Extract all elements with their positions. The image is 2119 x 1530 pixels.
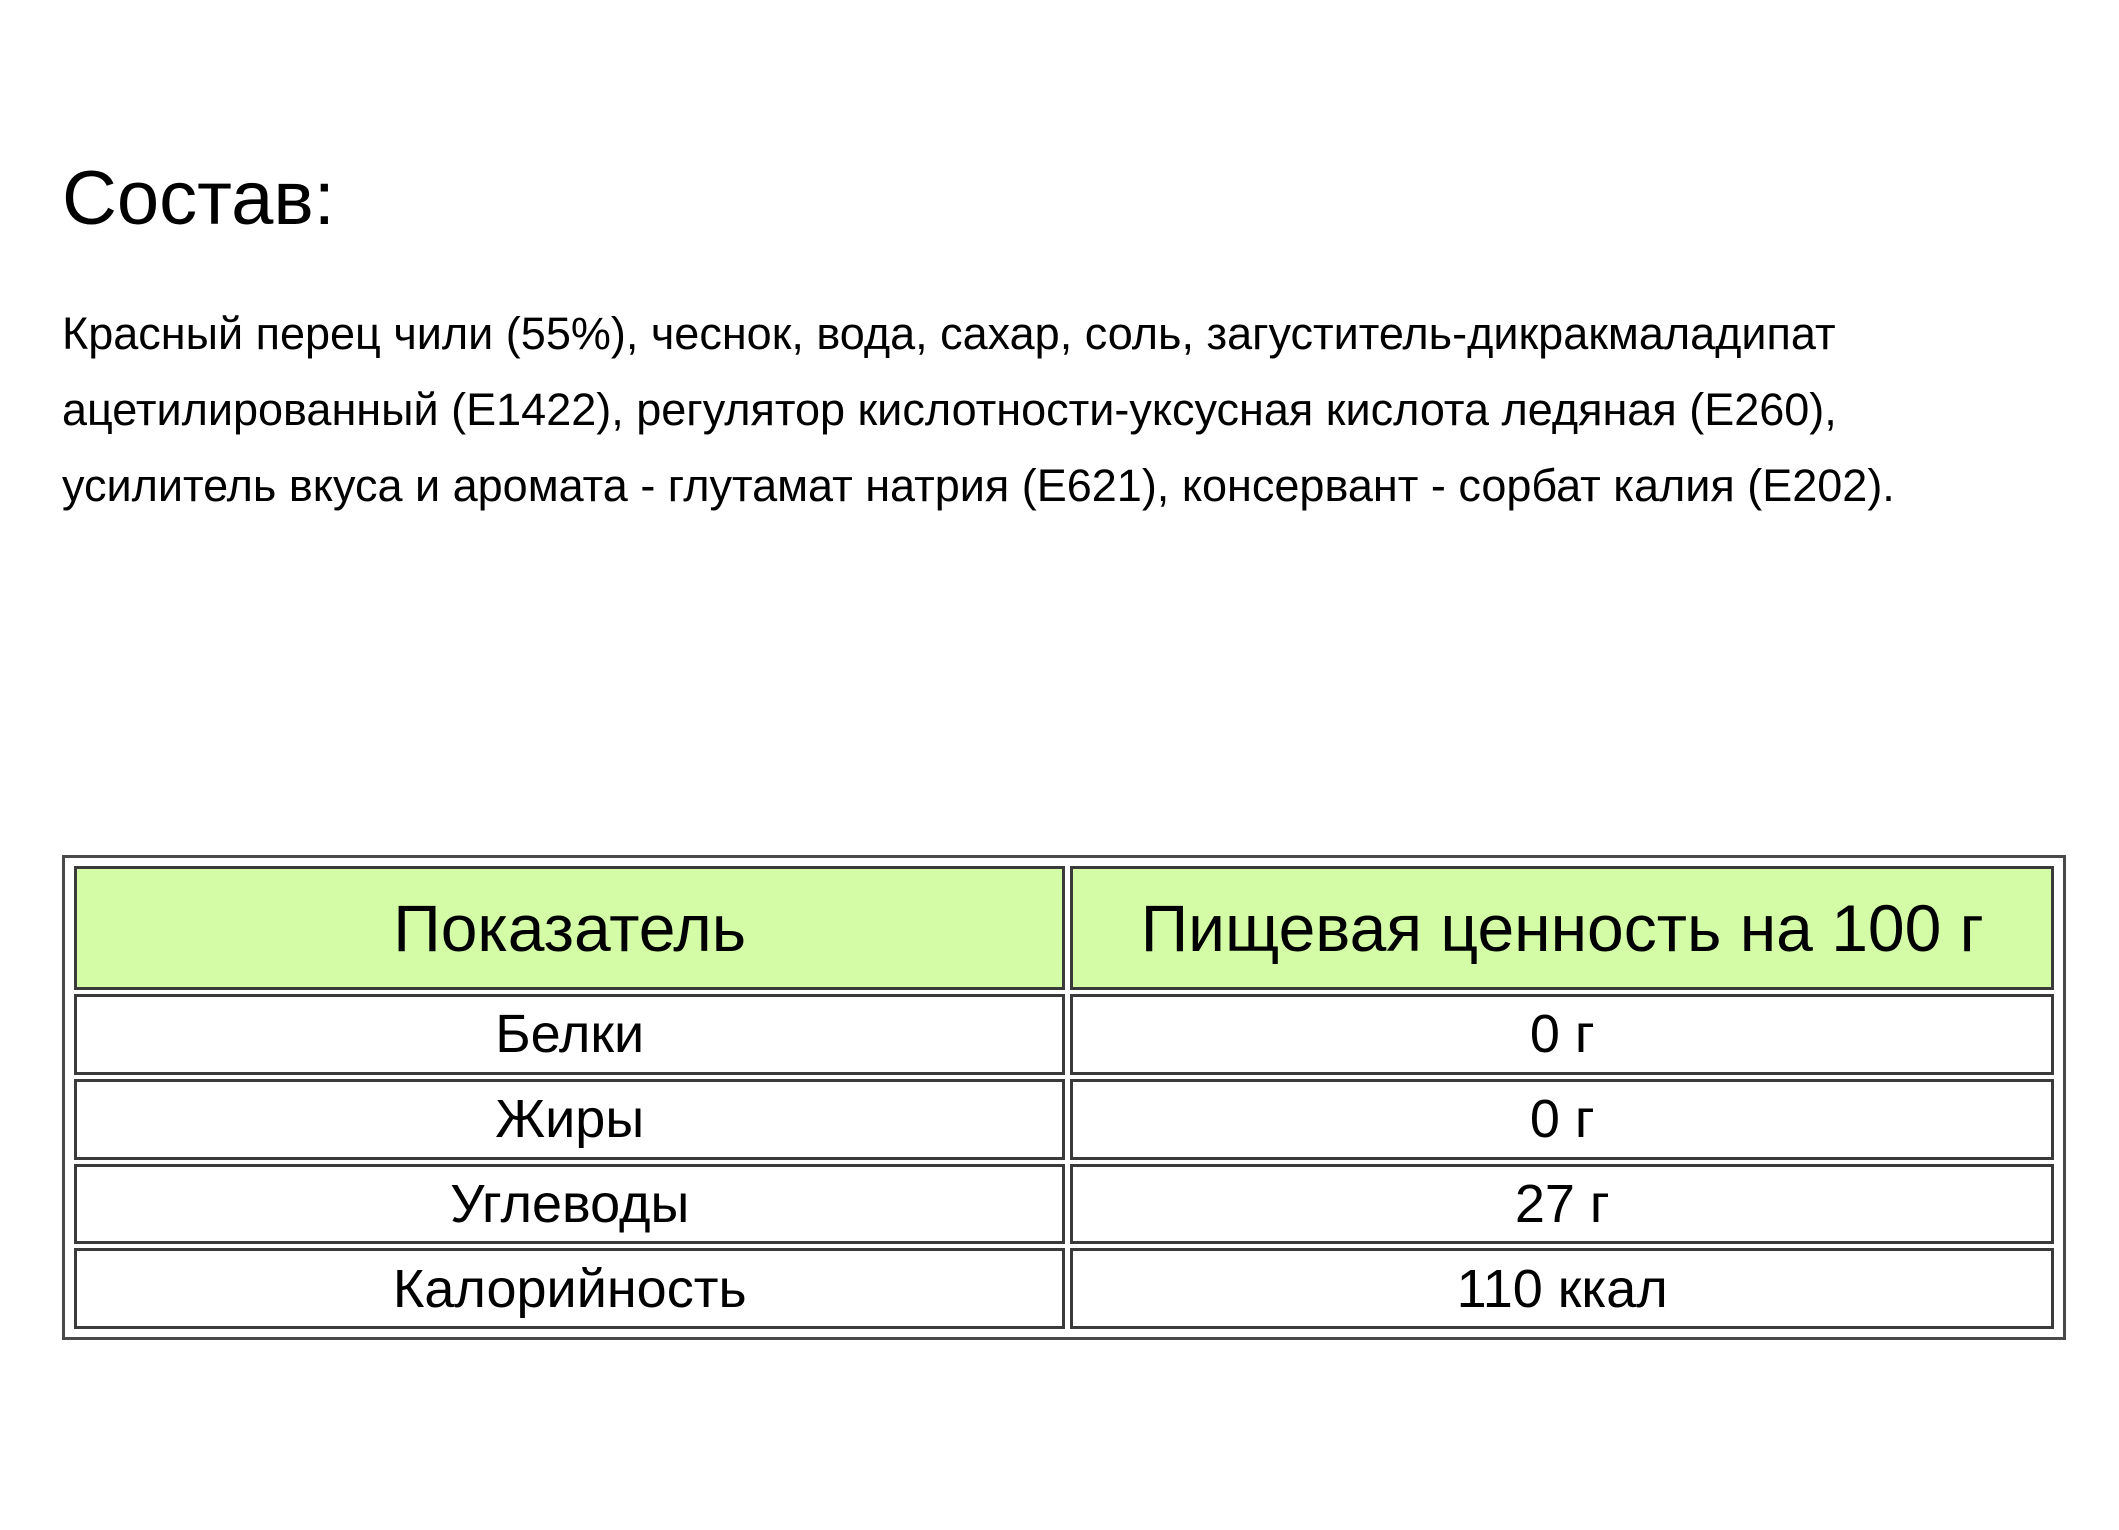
- row-value: 110 ккал: [1070, 1248, 2054, 1329]
- table-row: [74, 1079, 2054, 1160]
- table-row: [74, 1248, 2054, 1329]
- nutrition-table-frame: [62, 855, 2066, 1340]
- row-label: Углеводы: [74, 1164, 1065, 1245]
- table-row: [74, 1164, 2054, 1245]
- row-value: 27 г: [1070, 1164, 2054, 1245]
- row-label: Жиры: [74, 1079, 1065, 1160]
- row-label: Белки: [74, 994, 1065, 1075]
- header-indicator: Показатель: [74, 866, 1065, 990]
- nutrition-table: [69, 862, 2059, 1333]
- composition-heading: Состав:: [62, 156, 335, 241]
- ingredients-line: ацетилированный (Е1422), регулятор кислотности-уксусная кислота ледяная (Е260),: [62, 384, 1837, 435]
- row-label: Калорийность: [74, 1248, 1065, 1329]
- row-value: 0 г: [1070, 994, 2054, 1075]
- ingredients-text: [62, 296, 2072, 524]
- table-row: [74, 994, 2054, 1075]
- row-value: 0 г: [1070, 1079, 2054, 1160]
- ingredients-line: усилитель вкуса и аромата - глутамат натрия (Е621), консервант - сорбат калия (Е202).: [62, 460, 1895, 511]
- table-header-row: [74, 866, 2054, 990]
- header-nutritional-value: Пищевая ценность на 100 г: [1070, 866, 2054, 990]
- ingredients-line: Красный перец чили (55%), чеснок, вода, сахар, соль, загуститель-дикракмаладипат: [62, 308, 1836, 359]
